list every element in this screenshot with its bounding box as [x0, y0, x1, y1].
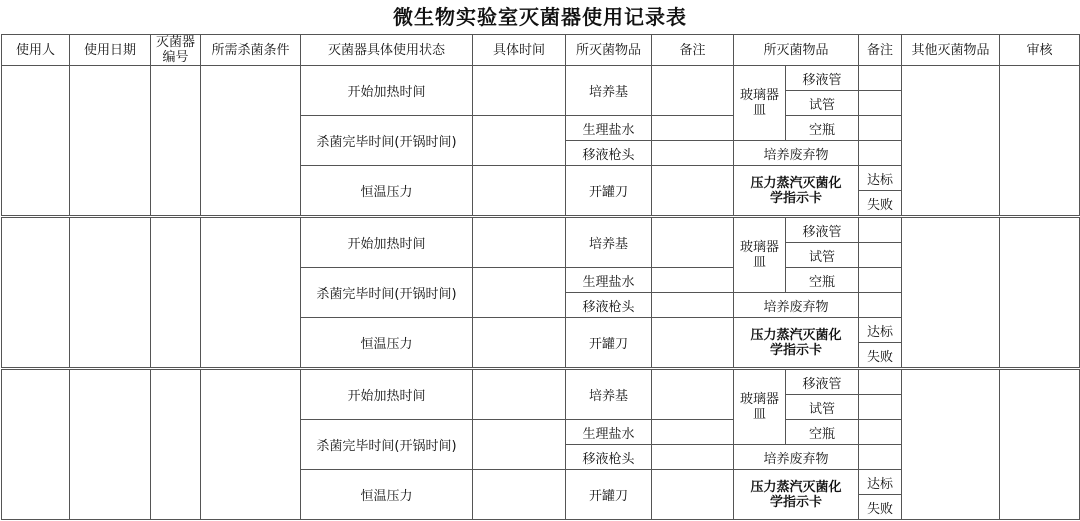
status-start-label: 开始加热时间: [301, 217, 473, 268]
remark-pipette-tip-cell[interactable]: [652, 445, 734, 470]
fail-label: 失败: [859, 495, 902, 520]
remark-bottle-cell[interactable]: [859, 116, 902, 141]
glass-pipette-label: 移液管: [786, 369, 859, 395]
cell-date[interactable]: [70, 217, 151, 369]
culture-waste-label: 培养废弃物: [734, 293, 859, 318]
cell-review[interactable]: [1000, 66, 1080, 217]
cell-user[interactable]: [2, 66, 70, 217]
cell-review[interactable]: [1000, 369, 1080, 520]
item-saline-label: 生理盐水: [566, 268, 652, 293]
time-end-cell[interactable]: [473, 268, 566, 318]
header-user: 使用人: [2, 35, 70, 66]
cell-conditions[interactable]: [201, 217, 301, 369]
remark-pipette-tip-cell[interactable]: [652, 141, 734, 166]
time-pressure-cell[interactable]: [473, 470, 566, 520]
time-end-cell[interactable]: [473, 420, 566, 470]
cell-sterilizer-no[interactable]: [151, 217, 201, 369]
remark-can-opener-cell[interactable]: [652, 470, 734, 520]
item-saline-label: 生理盐水: [566, 116, 652, 141]
cell-user[interactable]: [2, 369, 70, 520]
remark-pipette-cell[interactable]: [859, 217, 902, 243]
status-pressure-label: 恒温压力: [301, 470, 473, 520]
glassware-label: 玻璃器皿: [734, 217, 786, 293]
cell-other-items[interactable]: [902, 369, 1000, 520]
record-table: [1, 34, 1080, 520]
status-end-label: 杀菌完毕时间(开锅时间): [301, 420, 473, 470]
header-remarks-2: 备注: [859, 35, 902, 66]
glass-bottle-label: 空瓶: [786, 268, 859, 293]
record-row: [2, 217, 1080, 243]
status-pressure-label: 恒温压力: [301, 318, 473, 369]
cell-conditions[interactable]: [201, 66, 301, 217]
remark-medium-cell[interactable]: [652, 217, 734, 268]
header-sterilizer-no: 灭菌器编号: [151, 35, 201, 66]
cell-conditions[interactable]: [201, 369, 301, 520]
header-items-2: 所灭菌物品: [734, 35, 859, 66]
cell-date[interactable]: [70, 369, 151, 520]
cell-review[interactable]: [1000, 217, 1080, 369]
cell-other-items[interactable]: [902, 217, 1000, 369]
glass-bottle-label: 空瓶: [786, 420, 859, 445]
status-start-label: 开始加热时间: [301, 369, 473, 420]
page-title: 微生物实验室灭菌器使用记录表: [393, 5, 687, 29]
status-start-label: 开始加热时间: [301, 66, 473, 116]
header-date: 使用日期: [70, 35, 151, 66]
item-saline-label: 生理盐水: [566, 420, 652, 445]
cell-sterilizer-no[interactable]: [151, 369, 201, 520]
remark-tube-cell[interactable]: [859, 395, 902, 420]
item-can-opener-label: 开罐刀: [566, 470, 652, 520]
glass-pipette-label: 移液管: [786, 217, 859, 243]
indicator-card-label: 压力蒸汽灭菌化学指示卡: [734, 318, 859, 369]
time-pressure-cell[interactable]: [473, 166, 566, 217]
glass-pipette-label: 移液管: [786, 66, 859, 91]
culture-waste-label: 培养废弃物: [734, 141, 859, 166]
header-remarks: 备注: [652, 35, 734, 66]
pass-label: 达标: [859, 470, 902, 495]
glass-bottle-label: 空瓶: [786, 116, 859, 141]
header-conditions: 所需杀菌条件: [201, 35, 301, 66]
time-pressure-cell[interactable]: [473, 318, 566, 369]
remark-tube-cell[interactable]: [859, 91, 902, 116]
remark-pipette-cell[interactable]: [859, 66, 902, 91]
cell-sterilizer-no[interactable]: [151, 66, 201, 217]
item-can-opener-label: 开罐刀: [566, 318, 652, 369]
header-items: 所灭菌物品: [566, 35, 652, 66]
status-end-label: 杀菌完毕时间(开锅时间): [301, 116, 473, 166]
fail-label: 失败: [859, 191, 902, 217]
item-medium-label: 培养基: [566, 66, 652, 116]
header-time: 具体时间: [473, 35, 566, 66]
remark-saline-cell[interactable]: [652, 268, 734, 293]
remark-pipette-cell[interactable]: [859, 369, 902, 395]
remark-can-opener-cell[interactable]: [652, 166, 734, 217]
header-review: 审核: [1000, 35, 1080, 66]
glassware-label: 玻璃器皿: [734, 369, 786, 445]
time-start-cell[interactable]: [473, 217, 566, 268]
header-status: 灭菌器具体使用状态: [301, 35, 473, 66]
remark-can-opener-cell[interactable]: [652, 318, 734, 369]
time-start-cell[interactable]: [473, 66, 566, 116]
cell-date[interactable]: [70, 66, 151, 217]
fail-label: 失败: [859, 343, 902, 369]
cell-other-items[interactable]: [902, 66, 1000, 217]
culture-waste-label: 培养废弃物: [734, 445, 859, 470]
glass-tube-label: 试管: [786, 243, 859, 268]
remark-medium-cell[interactable]: [652, 369, 734, 420]
remark-saline-cell[interactable]: [652, 116, 734, 141]
item-pipette-tip-label: 移液枪头: [566, 445, 652, 470]
status-end-label: 杀菌完毕时间(开锅时间): [301, 268, 473, 318]
remark-bottle-cell[interactable]: [859, 420, 902, 445]
remark-saline-cell[interactable]: [652, 420, 734, 445]
header-other-items: 其他灭菌物品: [902, 35, 1000, 66]
indicator-card-label: 压力蒸汽灭菌化学指示卡: [734, 470, 859, 520]
remark-medium-cell[interactable]: [652, 66, 734, 116]
time-end-cell[interactable]: [473, 116, 566, 166]
pass-label: 达标: [859, 318, 902, 343]
pass-label: 达标: [859, 166, 902, 191]
remark-waste-cell[interactable]: [859, 141, 902, 166]
item-pipette-tip-label: 移液枪头: [566, 293, 652, 318]
item-medium-label: 培养基: [566, 217, 652, 268]
record-row: [2, 66, 1080, 91]
indicator-card-label: 压力蒸汽灭菌化学指示卡: [734, 166, 859, 217]
item-pipette-tip-label: 移液枪头: [566, 141, 652, 166]
status-pressure-label: 恒温压力: [301, 166, 473, 217]
time-start-cell[interactable]: [473, 369, 566, 420]
cell-user[interactable]: [2, 217, 70, 369]
remark-tube-cell[interactable]: [859, 243, 902, 268]
header-row: [2, 35, 1080, 66]
remark-waste-cell[interactable]: [859, 293, 902, 318]
remark-waste-cell[interactable]: [859, 445, 902, 470]
glass-tube-label: 试管: [786, 395, 859, 420]
glass-tube-label: 试管: [786, 91, 859, 116]
remark-bottle-cell[interactable]: [859, 268, 902, 293]
remark-pipette-tip-cell[interactable]: [652, 293, 734, 318]
record-row: [2, 369, 1080, 395]
item-can-opener-label: 开罐刀: [566, 166, 652, 217]
glassware-label: 玻璃器皿: [734, 66, 786, 141]
item-medium-label: 培养基: [566, 369, 652, 420]
